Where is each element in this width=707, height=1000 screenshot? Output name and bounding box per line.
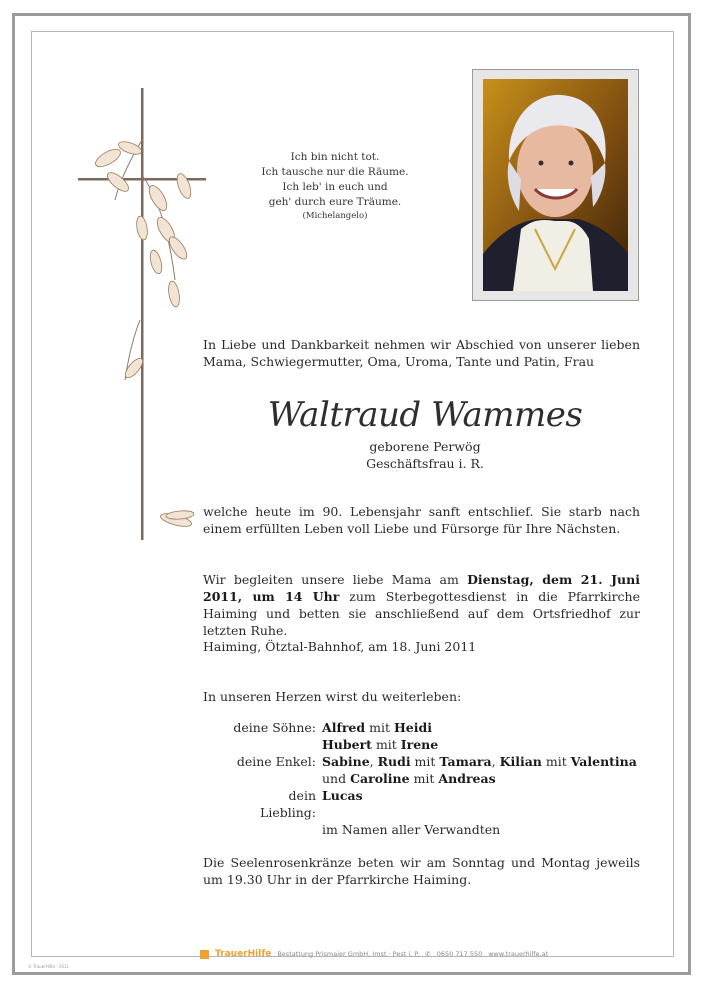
- rosary-text: Die Seelenrosenkränze beten wir am Sonntag und Montag jeweils um 19.30 Uhr in der Pfarrkirche Haiming.: [203, 855, 640, 887]
- footer-phone: 0650 717 550: [436, 950, 483, 958]
- family-row: [230, 821, 637, 838]
- son-partner-name: Irene: [400, 737, 439, 752]
- son-name: Hubert: [322, 737, 372, 752]
- son-name: Alfred: [322, 720, 366, 735]
- funeral-date: Dienstag, dem 21. Juni 2011, um 14 Uhr: [203, 572, 640, 604]
- family-row: [230, 770, 637, 787]
- family-row: [230, 787, 637, 821]
- place-date: Haiming, Ötztal-Bahnhof, am 18. Juni 2011: [203, 639, 477, 654]
- empty-label: [230, 736, 322, 753]
- grandchild-name: Rudi: [377, 754, 411, 769]
- connector: und: [322, 771, 351, 786]
- hearts-line: In unseren Herzen wirst du weiterleben:: [203, 689, 462, 704]
- cross-with-leaves-icon: [70, 80, 220, 540]
- quote-line: geh' durch eure Träume.: [268, 196, 402, 208]
- grandchild-name: Valentina: [570, 754, 637, 769]
- family-row: [230, 736, 637, 753]
- connector: mit: [410, 754, 440, 769]
- grandchild-name: Tamara: [439, 754, 492, 769]
- funeral-text: [203, 571, 640, 639]
- deceased-name: Waltraud Wammes: [267, 395, 583, 435]
- connector: mit: [409, 771, 439, 786]
- funeral-text-part2: zum Sterbegottesdienst in die Pfarrkirche Haiming und betten sie anschließend auf dem Ortsfriedhof zur letzten Ruhe.: [203, 589, 641, 638]
- tiny-credit: © TrauerHilfe · 2011: [28, 964, 69, 969]
- footer-web[interactable]: www.trauerhilfe.at: [488, 950, 549, 958]
- family-row: [230, 753, 637, 770]
- footer-brand: TrauerHilfe: [215, 949, 272, 959]
- birth-name: geborene Perwög: [369, 439, 481, 454]
- connector: mit: [541, 754, 571, 769]
- death-text: welche heute im 90. Lebensjahr sanft entschlief. Sie starb nach einem erfüllten Leben voll Liebe und Fürsorge für Ihre Nächsten.: [203, 504, 640, 536]
- grandchild-name: Sabine: [322, 754, 370, 769]
- quote-line: Ich tausche nur die Räume.: [261, 166, 409, 178]
- relatives-line: im Namen aller Verwandten: [322, 822, 501, 837]
- favorite-name: Lucas: [322, 788, 363, 803]
- connector: mit: [369, 720, 390, 735]
- quote: [255, 150, 415, 223]
- quote-line: Ich leb' in euch und: [282, 181, 388, 193]
- grandchild-name: Kilian: [499, 754, 542, 769]
- photo-frame: [472, 69, 639, 301]
- connector: ,: [369, 754, 378, 769]
- footer: [200, 949, 548, 959]
- portrait-photo: [483, 79, 628, 291]
- sons-label: deine Söhne:: [233, 720, 316, 735]
- intro-text: In Liebe und Dankbarkeit nehmen wir Abschied von unserer lieben Mama, Schwiegermutter, Oma, Uroma, Tante und Patin, Frau: [203, 337, 640, 369]
- family-row: [230, 719, 637, 736]
- connector: mit: [375, 737, 397, 752]
- family-list: [230, 719, 637, 838]
- son-partner-name: Heidi: [393, 720, 432, 735]
- favorite-label: dein Liebling:: [260, 788, 316, 820]
- phone-icon: ✆: [425, 950, 431, 958]
- funeral-text-part1: Wir begleiten unsere liebe Mama am: [203, 572, 468, 587]
- grandchild-name: Andreas: [438, 771, 496, 786]
- quote-line: Ich bin nicht tot.: [290, 151, 380, 163]
- connector: ,: [491, 754, 500, 769]
- quote-author: (Michelangelo): [302, 211, 368, 221]
- empty-label: [230, 821, 322, 838]
- footer-company: Bestattung Prismaier GmbH, Imst · Pest i. P.: [277, 950, 420, 958]
- grandchild-name: Caroline: [350, 771, 410, 786]
- trauerhilfe-logo-icon: [200, 950, 209, 959]
- empty-label: [230, 770, 322, 787]
- grandchildren-label: deine Enkel:: [236, 754, 316, 769]
- profession: Geschäftsfrau i. R.: [366, 456, 484, 471]
